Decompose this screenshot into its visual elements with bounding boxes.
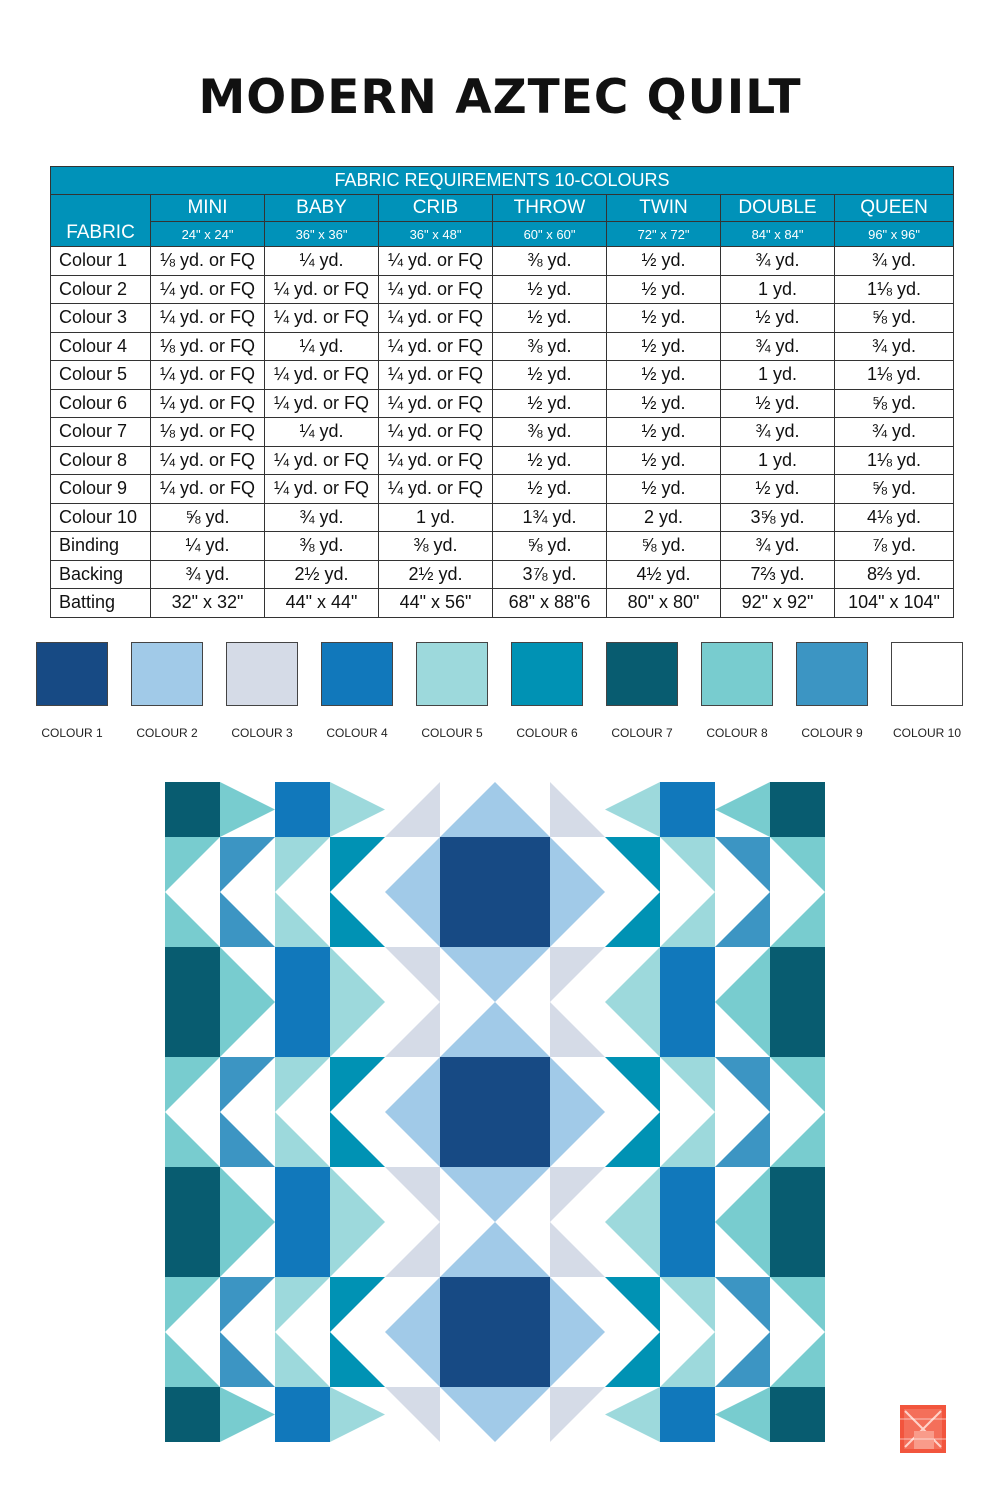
colour-swatch-8 <box>701 642 773 706</box>
table-row <box>51 361 954 390</box>
table-cell: ⅞ yd. <box>835 532 954 561</box>
quilt-bar <box>275 947 330 1057</box>
colour-swatch-5 <box>416 642 488 706</box>
table-cell: 4⅛ yd. <box>835 503 954 532</box>
quilt-square <box>275 782 330 837</box>
table-cell: ¾ yd. <box>835 247 954 276</box>
row-label: Colour 8 <box>51 446 151 475</box>
colour-swatch-label: COLOUR 7 <box>611 726 673 740</box>
table-cell: ¼ yd. <box>151 532 265 561</box>
table-cell: 1 yd. <box>721 275 835 304</box>
table-cell: ⅝ yd. <box>835 475 954 504</box>
table-cell: ¼ yd. or FQ <box>379 389 493 418</box>
table-cell: ½ yd. <box>493 304 607 333</box>
table-cell: ¼ yd. <box>265 332 379 361</box>
quilt-center-square <box>440 1277 550 1387</box>
row-label: Colour 7 <box>51 418 151 447</box>
table-cell: ⅛ yd. or FQ <box>151 418 265 447</box>
size-header-crib: CRIB <box>379 195 493 222</box>
table-cell: 1⅛ yd. <box>835 361 954 390</box>
colour-swatch-label: COLOUR 2 <box>136 726 198 740</box>
colour-swatch-1 <box>36 642 108 706</box>
table-cell: ½ yd. <box>607 418 721 447</box>
size-header-twin: TWIN <box>607 195 721 222</box>
table-cell: 1 yd. <box>721 446 835 475</box>
table-row <box>51 589 954 618</box>
quilt-square <box>770 1387 825 1442</box>
table-row <box>51 560 954 589</box>
size-dimension-queen: 96" x 96" <box>835 222 954 247</box>
table-cell: ⅛ yd. or FQ <box>151 247 265 276</box>
quilt-bar <box>660 1167 715 1277</box>
colour-swatch-label: COLOUR 10 <box>892 726 962 740</box>
table-cell: ½ yd. <box>607 446 721 475</box>
quilt-pattern-illustration <box>165 782 825 1442</box>
size-header-queen: QUEEN <box>835 195 954 222</box>
table-cell: ½ yd. <box>607 304 721 333</box>
row-label: Colour 10 <box>51 503 151 532</box>
table-cell: ¾ yd. <box>835 418 954 447</box>
table-row <box>51 503 954 532</box>
table-cell: ¾ yd. <box>721 247 835 276</box>
table-cell: 32" x 32" <box>151 589 265 618</box>
table-cell: ¼ yd. or FQ <box>151 475 265 504</box>
table-cell: ½ yd. <box>607 275 721 304</box>
table-cell: ¾ yd. <box>721 332 835 361</box>
table-cell: ¼ yd. or FQ <box>265 446 379 475</box>
table-cell: ¼ yd. or FQ <box>265 389 379 418</box>
table-cell: ¼ yd. <box>265 247 379 276</box>
size-dimension-twin: 72" x 72" <box>607 222 721 247</box>
table-row <box>51 475 954 504</box>
table-cell: ¼ yd. or FQ <box>265 475 379 504</box>
row-label: Colour 3 <box>51 304 151 333</box>
row-label: Backing <box>51 560 151 589</box>
fabric-requirements-table <box>50 166 954 618</box>
table-cell: ¼ yd. or FQ <box>151 389 265 418</box>
colour-swatch-label: COLOUR 4 <box>326 726 388 740</box>
colour-swatch-label: COLOUR 3 <box>231 726 293 740</box>
colour-swatch-10 <box>891 642 963 706</box>
size-header-baby: BABY <box>265 195 379 222</box>
table-cell: ¼ yd. or FQ <box>151 275 265 304</box>
table-cell: ½ yd. <box>493 446 607 475</box>
table-cell: ¼ yd. or FQ <box>379 446 493 475</box>
table-cell: ⅝ yd. <box>607 532 721 561</box>
row-label: Binding <box>51 532 151 561</box>
table-cell: 44" x 44" <box>265 589 379 618</box>
size-dimension-baby: 36" x 36" <box>265 222 379 247</box>
table-cell: ⅛ yd. or FQ <box>151 332 265 361</box>
table-cell: ¼ yd. or FQ <box>151 361 265 390</box>
table-cell: 68" x 88"6 <box>493 589 607 618</box>
table-cell: ½ yd. <box>493 361 607 390</box>
table-cell: ½ yd. <box>607 389 721 418</box>
table-cell: 7⅔ yd. <box>721 560 835 589</box>
quilt-bar <box>660 947 715 1057</box>
table-row <box>51 532 954 561</box>
row-label: Colour 2 <box>51 275 151 304</box>
row-label: Colour 4 <box>51 332 151 361</box>
table-cell: ¼ yd. or FQ <box>379 304 493 333</box>
size-dimension-mini: 24" x 24" <box>151 222 265 247</box>
quilt-bar <box>770 947 825 1057</box>
colour-swatch-label: COLOUR 8 <box>706 726 768 740</box>
table-cell: ½ yd. <box>721 304 835 333</box>
table-cell: ¼ yd. or FQ <box>265 275 379 304</box>
row-label: Colour 9 <box>51 475 151 504</box>
size-header-throw: THROW <box>493 195 607 222</box>
size-dimension-throw: 60" x 60" <box>493 222 607 247</box>
table-row <box>51 446 954 475</box>
table-cell: ¼ yd. <box>265 418 379 447</box>
table-cell: ½ yd. <box>493 389 607 418</box>
table-cell: ¼ yd. or FQ <box>379 275 493 304</box>
table-cell: ½ yd. <box>607 332 721 361</box>
size-header-mini: MINI <box>151 195 265 222</box>
table-cell: 1⅛ yd. <box>835 275 954 304</box>
colour-swatch-4 <box>321 642 393 706</box>
table-cell: 104" x 104" <box>835 589 954 618</box>
colour-swatch-9 <box>796 642 868 706</box>
table-cell: 44" x 56" <box>379 589 493 618</box>
table-row <box>51 247 954 276</box>
table-cell: ½ yd. <box>607 475 721 504</box>
table-cell: ½ yd. <box>607 361 721 390</box>
quilt-center-square <box>440 837 550 947</box>
table-cell: ¼ yd. or FQ <box>265 304 379 333</box>
quilt-bar <box>165 947 220 1057</box>
table-cell: ¼ yd. or FQ <box>265 361 379 390</box>
row-label: Colour 1 <box>51 247 151 276</box>
quilt-square <box>165 1387 220 1442</box>
page-title: MODERN AZTEC QUILT <box>198 70 802 125</box>
table-row <box>51 389 954 418</box>
quilt-center-square <box>440 1057 550 1167</box>
table-cell: ¼ yd. or FQ <box>151 446 265 475</box>
brand-logo-icon <box>900 1405 946 1453</box>
table-cell: ⅝ yd. <box>493 532 607 561</box>
colour-swatch-7 <box>606 642 678 706</box>
colour-swatch-6 <box>511 642 583 706</box>
table-cell: ½ yd. <box>721 475 835 504</box>
table-cell: ¾ yd. <box>265 503 379 532</box>
table-cell: ¼ yd. or FQ <box>379 475 493 504</box>
table-cell: ⅜ yd. <box>265 532 379 561</box>
table-cell: 1⅛ yd. <box>835 446 954 475</box>
fabric-column-header: FABRIC <box>51 195 151 247</box>
quilt-square <box>770 782 825 837</box>
table-row <box>51 332 954 361</box>
table-row <box>51 275 954 304</box>
table-cell: 3⅞ yd. <box>493 560 607 589</box>
table-cell: ¾ yd. <box>721 532 835 561</box>
table-cell: ¼ yd. or FQ <box>151 304 265 333</box>
quilt-bar <box>165 1167 220 1277</box>
table-cell: ½ yd. <box>493 475 607 504</box>
table-cell: ¼ yd. or FQ <box>379 418 493 447</box>
table-cell: ⅝ yd. <box>835 304 954 333</box>
table-cell: ¼ yd. or FQ <box>379 332 493 361</box>
colour-swatch-3 <box>226 642 298 706</box>
table-caption: FABRIC REQUIREMENTS 10-COLOURS <box>51 167 954 195</box>
table-cell: ⅜ yd. <box>493 247 607 276</box>
table-cell: ¾ yd. <box>721 418 835 447</box>
table-cell: 3⅝ yd. <box>721 503 835 532</box>
table-cell: 1 yd. <box>721 361 835 390</box>
table-cell: ⅝ yd. <box>835 389 954 418</box>
row-label: Batting <box>51 589 151 618</box>
table-cell: ½ yd. <box>493 275 607 304</box>
table-row <box>51 418 954 447</box>
quilt-square <box>275 1387 330 1442</box>
table-cell: 1¾ yd. <box>493 503 607 532</box>
colour-swatch-2 <box>131 642 203 706</box>
table-cell: 1 yd. <box>379 503 493 532</box>
table-cell: ½ yd. <box>721 389 835 418</box>
size-dimension-crib: 36" x 48" <box>379 222 493 247</box>
table-cell: 92" x 92" <box>721 589 835 618</box>
table-row <box>51 304 954 333</box>
colour-swatch-label: COLOUR 5 <box>421 726 483 740</box>
table-cell: ¼ yd. or FQ <box>379 247 493 276</box>
colour-swatch-label: COLOUR 6 <box>516 726 578 740</box>
table-cell: ½ yd. <box>607 247 721 276</box>
row-label: Colour 5 <box>51 361 151 390</box>
table-cell: 2 yd. <box>607 503 721 532</box>
table-cell: 2½ yd. <box>265 560 379 589</box>
quilt-bar <box>275 1167 330 1277</box>
table-cell: ¾ yd. <box>151 560 265 589</box>
size-dimension-double: 84" x 84" <box>721 222 835 247</box>
table-cell: ¾ yd. <box>835 332 954 361</box>
quilt-square <box>660 1387 715 1442</box>
table-cell: ⅜ yd. <box>493 332 607 361</box>
table-cell: ⅝ yd. <box>151 503 265 532</box>
colour-swatch-label: COLOUR 1 <box>41 726 103 740</box>
table-cell: 2½ yd. <box>379 560 493 589</box>
table-cell: ⅜ yd. <box>493 418 607 447</box>
table-cell: ¼ yd. or FQ <box>379 361 493 390</box>
size-header-double: DOUBLE <box>721 195 835 222</box>
table-cell: 80" x 80" <box>607 589 721 618</box>
row-label: Colour 6 <box>51 389 151 418</box>
quilt-square <box>660 782 715 837</box>
table-cell: ⅜ yd. <box>379 532 493 561</box>
quilt-bar <box>770 1167 825 1277</box>
table-cell: 4½ yd. <box>607 560 721 589</box>
colour-swatch-label: COLOUR 9 <box>801 726 863 740</box>
table-cell: 8⅔ yd. <box>835 560 954 589</box>
quilt-square <box>165 782 220 837</box>
